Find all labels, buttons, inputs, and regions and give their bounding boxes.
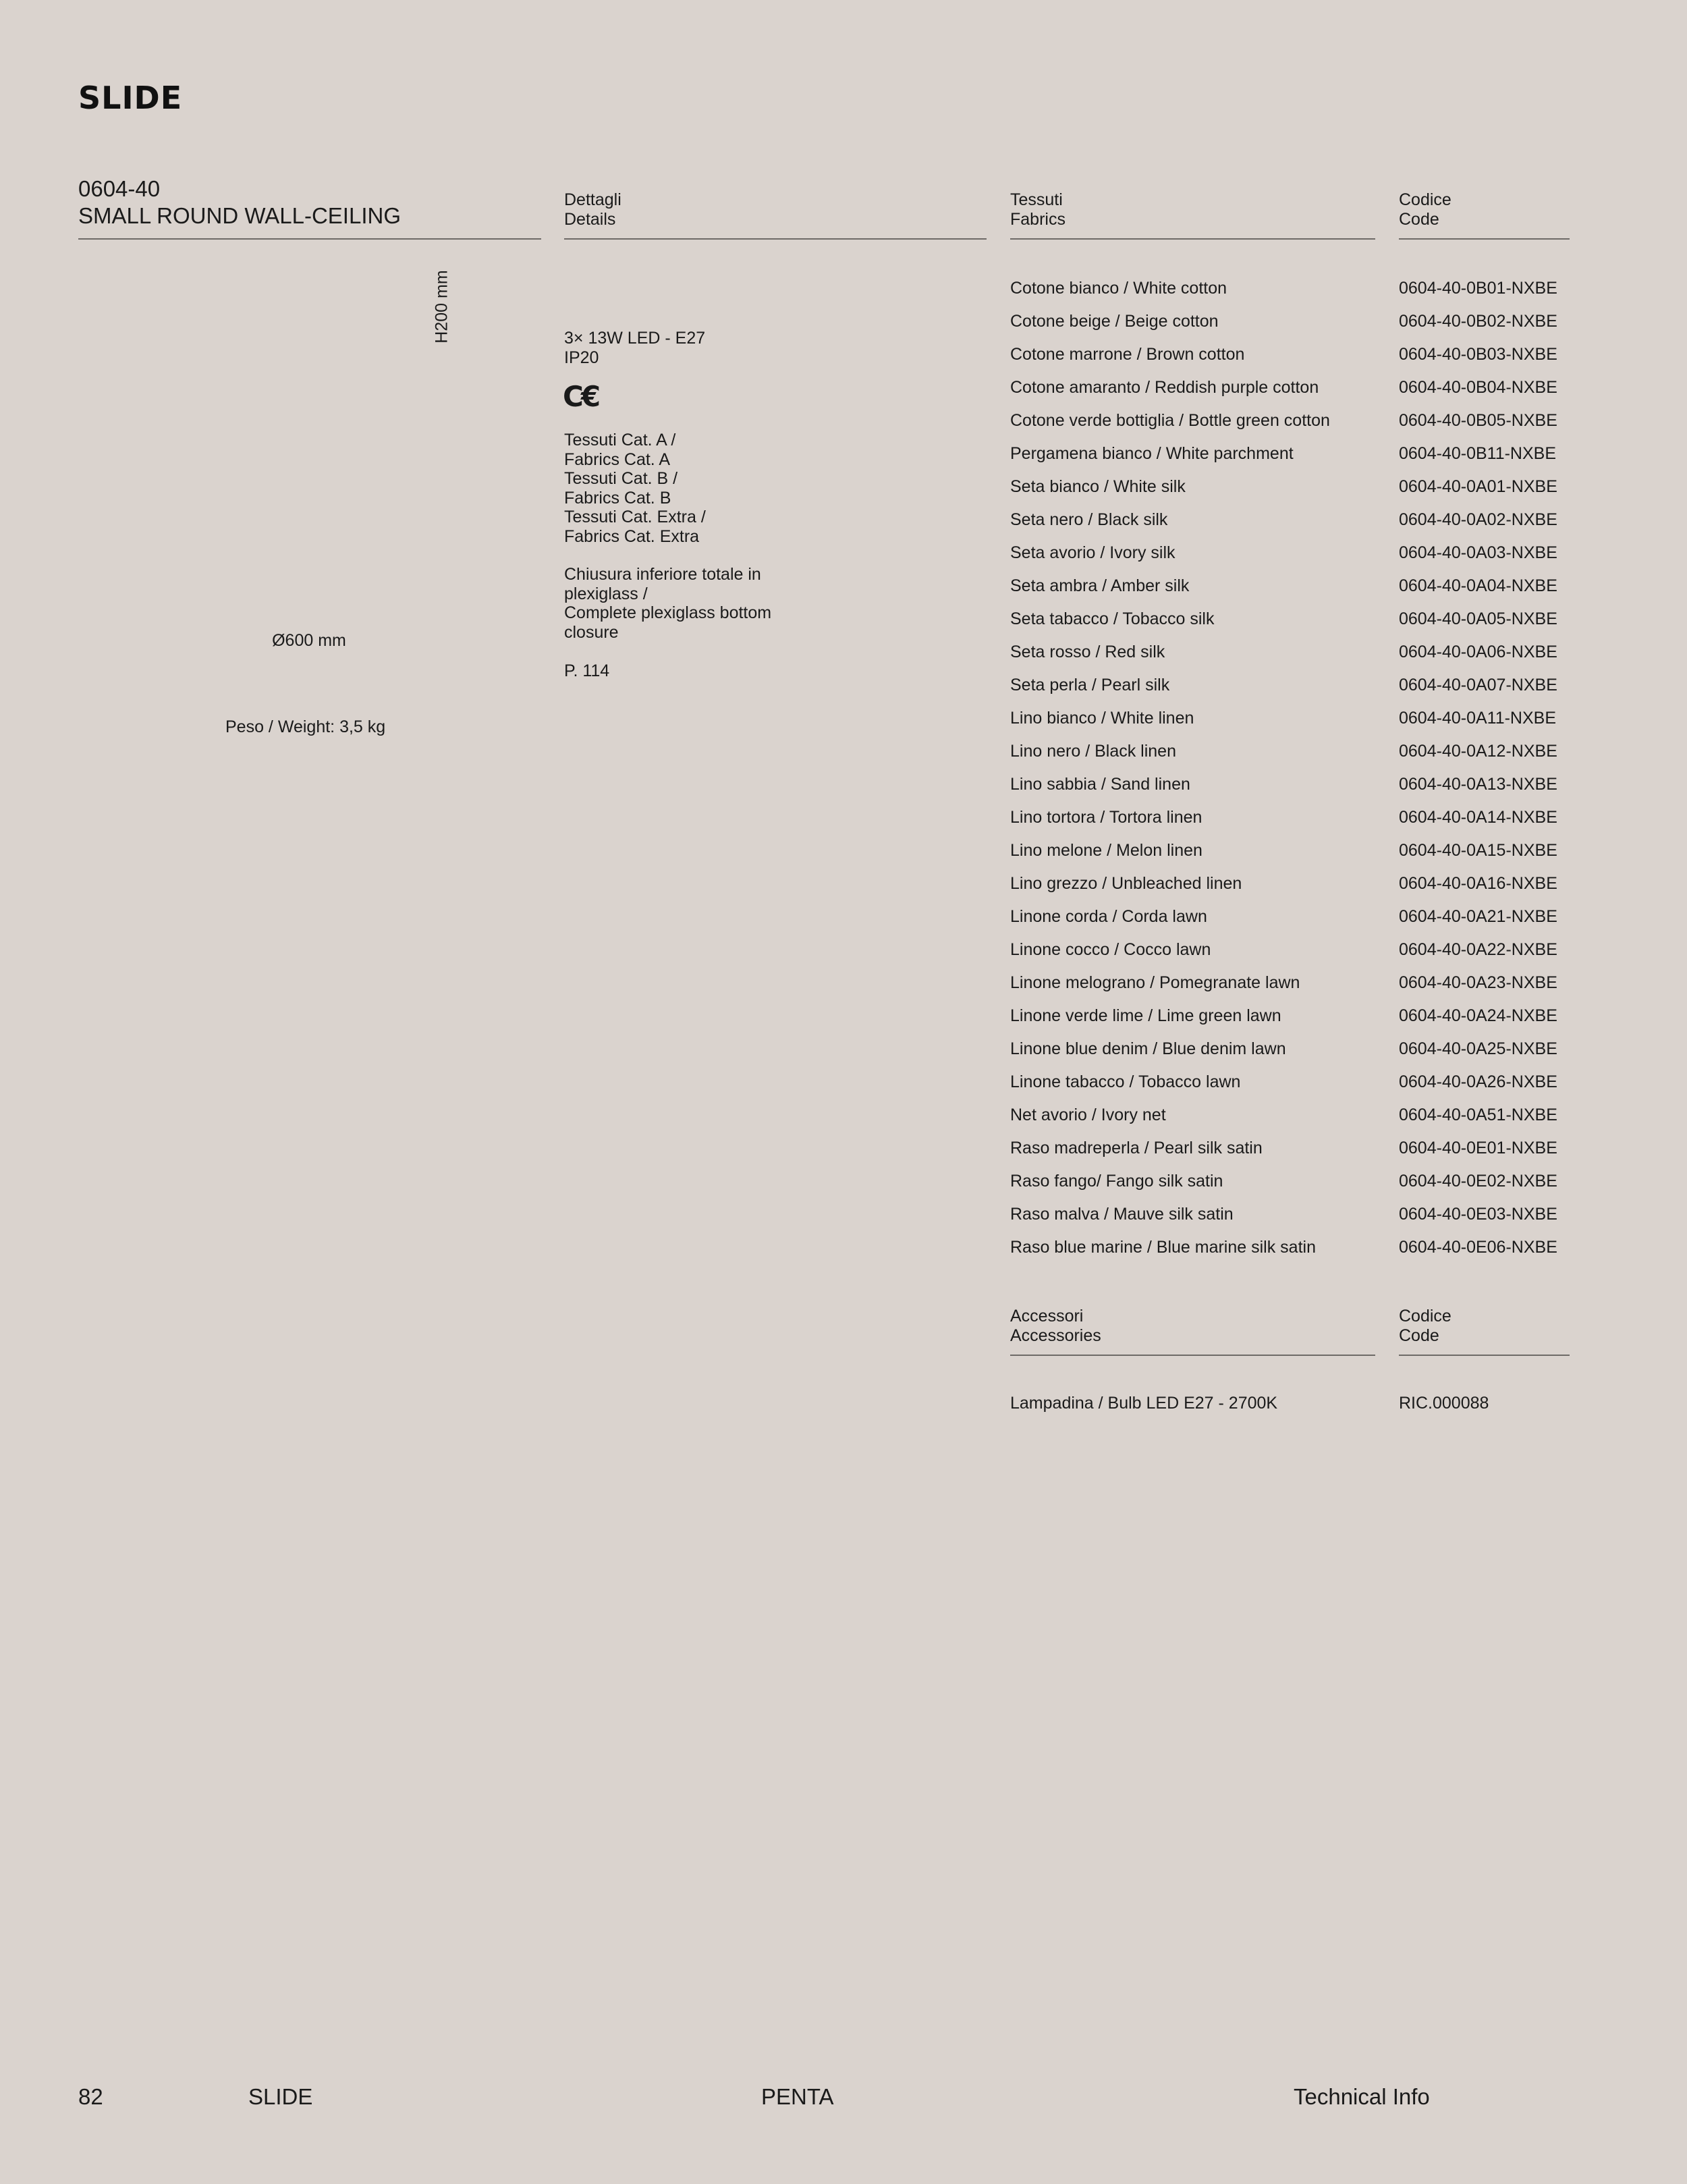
- fabric-code: 0604-40-0A15-NXBE: [1399, 841, 1557, 860]
- product-rule: [78, 238, 541, 240]
- fabric-code: 0604-40-0A12-NXBE: [1399, 742, 1557, 761]
- closure-line: plexiglass /: [564, 584, 648, 603]
- fabric-code: 0604-40-0A02-NXBE: [1399, 510, 1557, 529]
- details-rule: [564, 238, 987, 240]
- fabric-code: 0604-40-0A24-NXBE: [1399, 1006, 1557, 1025]
- fabric-cat-line: Fabrics Cat. B: [564, 488, 671, 508]
- weight-label: Peso / Weight: 3,5 kg: [225, 717, 386, 736]
- fabric-name: Raso blue marine / Blue marine silk satin: [1010, 1238, 1316, 1257]
- fabric-code: 0604-40-0A11-NXBE: [1399, 709, 1557, 728]
- fabric-name: Lino bianco / White linen: [1010, 709, 1194, 728]
- fabric-name: Seta tabacco / Tobacco silk: [1010, 609, 1215, 628]
- fabric-name: Linone melograno / Pomegranate lawn: [1010, 973, 1300, 992]
- fabric-code: 0604-40-0A03-NXBE: [1399, 543, 1557, 562]
- fabric-code: 0604-40-0A51-NXBE: [1399, 1105, 1557, 1124]
- fabric-code: 0604-40-0E03-NXBE: [1399, 1205, 1557, 1224]
- fabric-name: Pergamena bianco / White parchment: [1010, 444, 1294, 463]
- fabric-name: Cotone bianco / White cotton: [1010, 279, 1227, 298]
- product-name: SMALL ROUND WALL-CEILING: [78, 203, 401, 228]
- fabric-name: Seta avorio / Ivory silk: [1010, 543, 1176, 562]
- fabric-code: 0604-40-0B11-NXBE: [1399, 444, 1557, 463]
- product-code: 0604-40: [78, 176, 161, 201]
- footer-page-number: 82: [78, 2084, 103, 2109]
- code-header-it: Codice: [1399, 190, 1451, 209]
- fabric-code: 0604-40-0B05-NXBE: [1399, 411, 1557, 430]
- accessories-code-header: [1399, 1307, 1451, 1346]
- fabric-code: 0604-40-0B03-NXBE: [1399, 345, 1557, 364]
- accessories-code-rule: [1399, 1355, 1570, 1356]
- fabric-code: 0604-40-0A13-NXBE: [1399, 775, 1557, 794]
- accessory-name: Lampadina / Bulb LED E27 - 2700K: [1010, 1394, 1278, 1413]
- fabric-cat-line: Tessuti Cat. B /: [564, 469, 678, 488]
- fabric-cat-line: Tessuti Cat. A /: [564, 431, 676, 449]
- closure-line: closure: [564, 622, 619, 642]
- fabric-name: Linone tabacco / Tobacco lawn: [1010, 1072, 1241, 1091]
- fabric-name: Cotone verde bottiglia / Bottle green cotton: [1010, 411, 1330, 430]
- diameter-label: Ø600 mm: [272, 631, 346, 650]
- ip-rating: IP20: [564, 348, 599, 367]
- details-header-it: Dettagli: [564, 190, 621, 209]
- fabric-code: 0604-40-0A04-NXBE: [1399, 576, 1557, 595]
- fabric-code: 0604-40-0A26-NXBE: [1399, 1072, 1557, 1091]
- fabrics-header-it: Tessuti: [1010, 190, 1063, 209]
- fabric-name: Seta perla / Pearl silk: [1010, 676, 1170, 694]
- fabric-cat-line: Fabrics Cat. Extra: [564, 526, 700, 546]
- fabric-name: Linone blue denim / Blue denim lawn: [1010, 1039, 1286, 1058]
- fabric-name: Lino sabbia / Sand linen: [1010, 775, 1190, 794]
- details-header: [564, 190, 621, 229]
- fabric-code: 0604-40-0B01-NXBE: [1399, 279, 1557, 298]
- fabric-name: Cotone amaranto / Reddish purple cotton: [1010, 378, 1319, 397]
- fabric-name: Linone corda / Corda lawn: [1010, 907, 1207, 926]
- fabric-name: Lino nero / Black linen: [1010, 742, 1176, 761]
- accessories-header-en: Accessories: [1010, 1326, 1101, 1345]
- fabric-code: 0604-40-0A07-NXBE: [1399, 676, 1557, 694]
- power-rating: 3× 13W LED - E27: [564, 329, 706, 348]
- fabric-code: 0604-40-0A25-NXBE: [1399, 1039, 1557, 1058]
- accessory-code: RIC.000088: [1399, 1394, 1489, 1413]
- fabrics-rule: [1010, 238, 1375, 240]
- fabric-code: 0604-40-0E01-NXBE: [1399, 1139, 1557, 1157]
- fabric-name: Seta bianco / White silk: [1010, 477, 1186, 496]
- fabric-code: 0604-40-0E06-NXBE: [1399, 1238, 1557, 1257]
- fabric-categories: [564, 431, 706, 546]
- fabric-name: Raso madreperla / Pearl silk satin: [1010, 1139, 1263, 1157]
- accessories-header-it: Accessori: [1010, 1307, 1084, 1326]
- accessories-code-header-it: Codice: [1399, 1307, 1451, 1326]
- accessories-header: [1010, 1307, 1101, 1346]
- closure-note: [564, 565, 771, 642]
- fabric-code: 0604-40-0A01-NXBE: [1399, 477, 1557, 496]
- fabric-name: Linone cocco / Cocco lawn: [1010, 940, 1211, 959]
- fabric-code: 0604-40-0A05-NXBE: [1399, 609, 1557, 628]
- accessories-rule: [1010, 1355, 1375, 1356]
- details-header-en: Details: [564, 210, 616, 229]
- power-spec: [564, 329, 705, 367]
- fabric-name: Lino tortora / Tortora linen: [1010, 808, 1202, 827]
- fabric-name: Linone verde lime / Lime green lawn: [1010, 1006, 1281, 1025]
- fabric-name: Lino grezzo / Unbleached linen: [1010, 874, 1242, 893]
- fabric-code: 0604-40-0A22-NXBE: [1399, 940, 1557, 959]
- fabrics-header-en: Fabrics: [1010, 210, 1066, 229]
- code-header-en: Code: [1399, 210, 1439, 229]
- product-heading: [78, 175, 401, 229]
- footer-collection: SLIDE: [248, 2084, 313, 2109]
- brand-title: SLIDE: [78, 80, 183, 116]
- fabric-code: 0604-40-0B02-NXBE: [1399, 312, 1557, 331]
- closure-line: Complete plexiglass bottom: [564, 603, 772, 622]
- fabric-code: 0604-40-0B04-NXBE: [1399, 378, 1557, 397]
- fabric-code: 0604-40-0A23-NXBE: [1399, 973, 1557, 992]
- fabric-name: Seta rosso / Red silk: [1010, 643, 1165, 661]
- fabric-name: Seta nero / Black silk: [1010, 510, 1168, 529]
- fabric-name: Cotone beige / Beige cotton: [1010, 312, 1219, 331]
- footer-section: Technical Info: [1294, 2084, 1430, 2109]
- page-reference: P. 114: [564, 661, 610, 680]
- fabric-name: Raso fango/ Fango silk satin: [1010, 1172, 1223, 1191]
- fabric-code: 0604-40-0A06-NXBE: [1399, 643, 1557, 661]
- footer-brand: PENTA: [761, 2084, 834, 2109]
- closure-line: Chiusura inferiore totale in: [564, 565, 761, 584]
- fabric-name: Raso malva / Mauve silk satin: [1010, 1205, 1234, 1224]
- fabric-name: Lino melone / Melon linen: [1010, 841, 1202, 860]
- fabric-name: Net avorio / Ivory net: [1010, 1105, 1166, 1124]
- code-rule: [1399, 238, 1570, 240]
- fabric-name: Seta ambra / Amber silk: [1010, 576, 1190, 595]
- code-header: [1399, 190, 1451, 229]
- fabric-name: Cotone marrone / Brown cotton: [1010, 345, 1245, 364]
- fabric-cat-line: Tessuti Cat. Extra /: [564, 508, 706, 526]
- fabric-code: 0604-40-0A16-NXBE: [1399, 874, 1557, 893]
- fabrics-header: [1010, 190, 1066, 229]
- ce-mark-icon: C€: [563, 380, 599, 413]
- accessories-code-header-en: Code: [1399, 1326, 1439, 1345]
- fabric-cat-line: Fabrics Cat. A: [564, 449, 670, 469]
- height-label: H200 mm: [432, 270, 451, 344]
- fabric-code: 0604-40-0E02-NXBE: [1399, 1172, 1557, 1191]
- fabric-code: 0604-40-0A14-NXBE: [1399, 808, 1557, 827]
- fabric-code: 0604-40-0A21-NXBE: [1399, 907, 1557, 926]
